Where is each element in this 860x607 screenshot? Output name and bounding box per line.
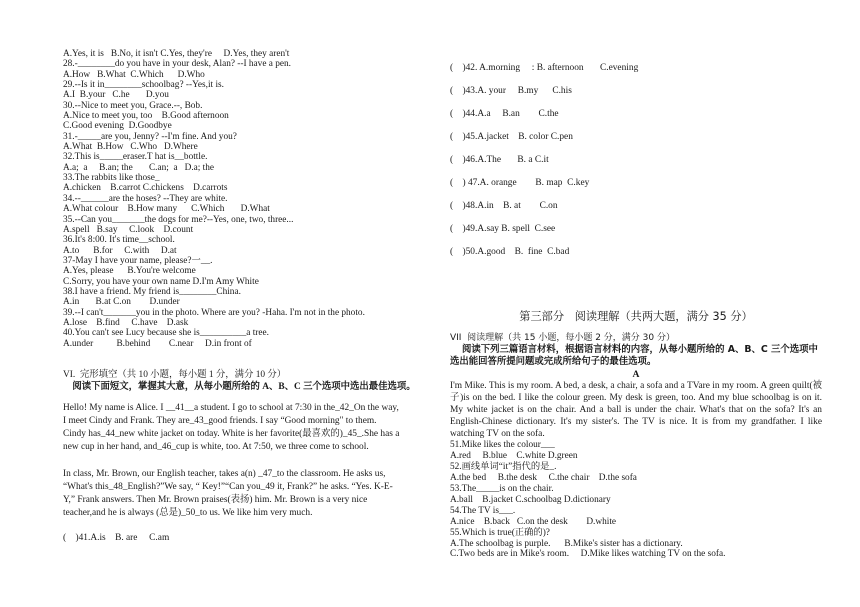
reading-passage: I'm Mike. This is my room. A bed, a desk, a chair, a sofa and a TVare in my room. A green quilt(被子)is on the bed. I like the colour green. My desk is green, too. And my blue schoolbag is on it. My white jacket is on the chair. And a ball is under the chair. What's that on the sofa? It's an English-Chinese dictionary. It's my sister's. The TV is nice. It is from my grandfather. I like watching TV on the sofa. bbox=[450, 381, 822, 439]
mc-line: 38.I have a friend. My friend is________China. bbox=[63, 286, 241, 297]
mc-line: A.What colour B.How many C.Which D.What bbox=[63, 204, 270, 215]
cloze-option-row: ( )43.A. your B.my C.his bbox=[450, 86, 572, 96]
cloze-option-row: ( )48.A.in B. at C.on bbox=[450, 201, 558, 211]
cloze-option-row: ( )49.A.say B. spell C.see bbox=[450, 224, 556, 234]
mc-line: A.to B.for C.with D.at bbox=[63, 245, 177, 256]
reading-questions bbox=[450, 440, 822, 560]
question-line: 51.Mike likes the colour___ bbox=[450, 440, 555, 451]
question-line: A.red B.blue C.white D.green bbox=[450, 451, 578, 462]
passage-label: A bbox=[632, 369, 640, 381]
mc-line: 29.--Is it in________schoolbag? --Yes,it is. bbox=[63, 80, 224, 91]
multiple-choice-block bbox=[63, 49, 401, 349]
cloze-options-block bbox=[450, 62, 822, 269]
mc-line: 32.This is_____eraser.T hat is__bottle. bbox=[63, 152, 208, 163]
cloze-option-row: ( )42. A.morning : B. afternoon C.evening bbox=[450, 63, 639, 73]
mc-line: 33.The rabbits like those_ bbox=[63, 173, 160, 184]
mc-line: A.a; a B.an; the C.an; a D.a; the bbox=[63, 162, 215, 173]
cloze-section-title: VI. 完形填空（共 10 小题，每小题 1 分，满分 10 分） bbox=[63, 369, 287, 380]
mc-line: 30.--Nice to meet you, Grace.--, Bob. bbox=[63, 100, 203, 111]
mc-line: A.Yes, please B.You're welcome bbox=[63, 266, 196, 277]
cloze-option-row: ( ) 47.A. orange B. map C.key bbox=[450, 178, 590, 188]
mc-line: A.lose B.find C.have D.ask bbox=[63, 317, 189, 328]
question-line: A.ball B.jacket C.schoolbag D.dictionary bbox=[450, 494, 611, 505]
cloze-paragraph: Hello! My name is Alice. I __41__a student. I go to school at 7:30 in the_42_On the way, I meet Cindy and Frank. They are_43_good friends. I say “Good morning" to them. Cindy has_44_new white jacket on today. White is her favorite(最喜欢的)_45_.She has a new cup in her hand, and_46_cup is white, too. At 7:50, we three come to school. bbox=[63, 402, 400, 452]
cloze-paragraph: In class, Mr. Brown, our English teacher, takes a(n) _47_to the classroom. He asks us, “What's this_48_English?”We say, “ Key!”“Can you_49 it, Frank?” he asks. “Yes. K-E-Y,” Frank answers. Then Mr. Brown praises(表扬) him. Mr. Brown is a very nice teacher,and he is always (总是)_50_to us. We like him very much. bbox=[63, 468, 393, 518]
cloze-option-row: ( )41.A.is B. are C.am bbox=[63, 532, 170, 543]
mc-line: A.in B.at C.on D.under bbox=[63, 297, 180, 308]
mc-line: A.chicken B.carrot C.chickens D.carrots bbox=[63, 183, 228, 194]
question-line: 53.The_____is on the chair. bbox=[450, 484, 554, 495]
question-line: 52.画线单词“it”指代的是_. bbox=[450, 462, 557, 473]
mc-line: 36.It's 8:00. It's time__school. bbox=[63, 235, 175, 246]
question-line: A.the bed B.the desk C.the chair D.the sofa bbox=[450, 473, 637, 484]
mc-line: C.Sorry, you have your own name D.I'm Amy White bbox=[63, 276, 259, 287]
mc-line: 34.--______are the hoses? --They are white. bbox=[63, 193, 228, 204]
question-line: 54.The TV is___. bbox=[450, 505, 516, 516]
reading-instruction: 阅读下列三篇语言材料，根据语言材料的内容，从每小题所给的 A、B、C 三个选项中选出能回答所提问题或完成所给句子的最佳选项。 bbox=[450, 344, 818, 368]
mc-line: 31.-_____are you, Jenny? --I'm fine. And you? bbox=[63, 131, 237, 142]
mc-line: 35.--Can you_______the dogs for me?--Yes, one, two, three... bbox=[63, 214, 294, 225]
mc-line: A.under B.behind C.near D.in front of bbox=[63, 338, 252, 349]
cloze-instruction: 阅读下面短文，掌握其大意，从每小题所给的 A、B、C 三个选项中选出最佳选项。 bbox=[63, 381, 416, 392]
mc-line: 28.-________do you have in your desk, Alan? --I have a pen. bbox=[63, 59, 291, 70]
part-three-heading: 第三部分 阅读理解（共两大题，满分 35 分） bbox=[519, 310, 753, 323]
mc-line: A.What B.How C.Who D.Where bbox=[63, 142, 198, 153]
mc-line: C.Good evening D.Goodbye bbox=[63, 121, 172, 132]
mc-line: A.Nice to meet you, too B.Good afternoon bbox=[63, 111, 229, 122]
question-line: 55.Which is true(正确的)? bbox=[450, 527, 550, 538]
right-column bbox=[450, 62, 822, 560]
mc-line: 37-May I have your name, please?一__. bbox=[63, 255, 213, 266]
question-line: A.nice B.back C.on the desk D.white bbox=[450, 516, 617, 527]
mc-line: A.spell B.say C.look D.count bbox=[63, 224, 194, 235]
cloze-option-row: ( )50.A.good B. fine C.bad bbox=[450, 247, 570, 257]
mc-line: 40.You can't see Lucy because she is__________a tree. bbox=[63, 328, 269, 339]
question-line: C.Two beds are in Mike's room. D.Mike likes watching TV on the sofa. bbox=[450, 549, 726, 560]
left-column bbox=[63, 49, 416, 544]
cloze-option-row: ( )45.A.jacket B. color C.pen bbox=[450, 132, 573, 142]
reading-section-title: VII 阅读理解（共 15 小题，每小题 2 分，满分 30 分） bbox=[450, 333, 675, 343]
mc-line: A.How B.What C.Which D.Who bbox=[63, 69, 205, 80]
mc-line: A.I B.your C.he D.you bbox=[63, 90, 169, 101]
mc-line: A.Yes, it is B.No, it isn't C.Yes, they're D.Yes, they aren't bbox=[63, 49, 290, 59]
cloze-option-row: ( )46.A.The B. a C.it bbox=[450, 155, 549, 165]
cloze-option-row: ( )44.A.a B.an C.the bbox=[450, 109, 559, 119]
mc-line: 39.--I can't_______you in the photo. Where are you? -Haha. I'm not in the photo. bbox=[63, 307, 365, 318]
question-line: A.The schoolbag is purple. B.Mike's sister has a dictionary. bbox=[450, 538, 683, 549]
